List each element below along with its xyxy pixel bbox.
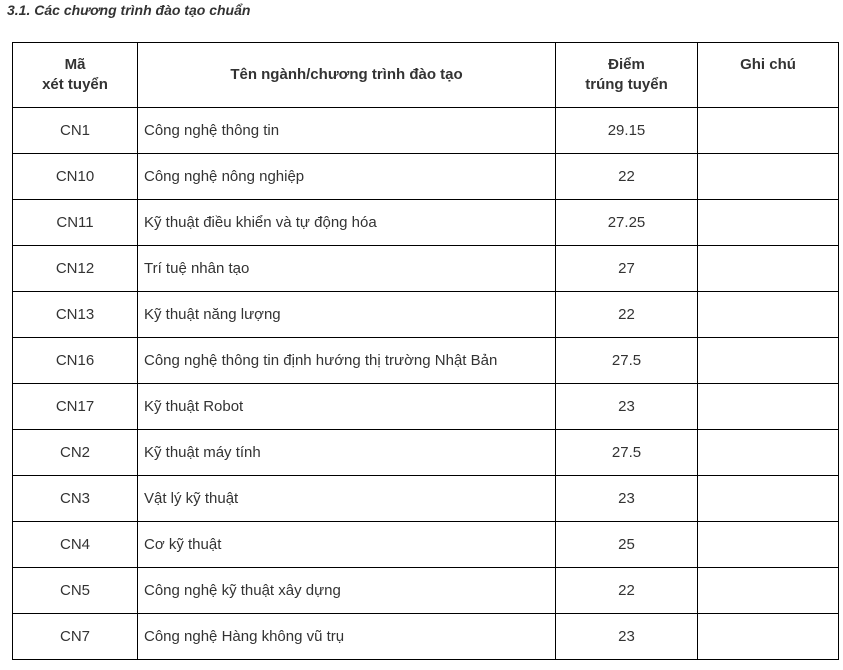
header-note xyxy=(698,43,839,108)
header-row xyxy=(13,43,839,108)
table-row xyxy=(13,384,839,430)
table-row xyxy=(13,154,839,200)
header-code xyxy=(13,43,138,108)
admission-score: 23 xyxy=(556,384,698,430)
program-name: Kỹ thuật máy tính xyxy=(138,430,556,476)
admission-score: 27 xyxy=(556,246,698,292)
section-title: 3.1. Các chương trình đào tạo chuẩn xyxy=(7,2,251,18)
program-code: CN10 xyxy=(13,154,138,200)
admission-score: 27.5 xyxy=(556,338,698,384)
program-code: CN12 xyxy=(13,246,138,292)
program-code: CN13 xyxy=(13,292,138,338)
note-cell xyxy=(698,246,839,292)
note-cell xyxy=(698,338,839,384)
program-name: Công nghệ thông tin xyxy=(138,108,556,154)
table-row xyxy=(13,568,839,614)
note-cell xyxy=(698,614,839,660)
header-note-label: Ghi chú xyxy=(740,56,796,73)
header-score xyxy=(556,43,698,108)
program-code: CN4 xyxy=(13,522,138,568)
program-name: Cơ kỹ thuật xyxy=(138,522,556,568)
table-row xyxy=(13,200,839,246)
note-cell xyxy=(698,154,839,200)
program-name: Kỹ thuật năng lượng xyxy=(138,292,556,338)
note-cell xyxy=(698,476,839,522)
note-cell xyxy=(698,200,839,246)
program-code: CN17 xyxy=(13,384,138,430)
note-cell xyxy=(698,522,839,568)
table-row xyxy=(13,292,839,338)
program-code: CN1 xyxy=(13,108,138,154)
program-code: CN11 xyxy=(13,200,138,246)
table-row xyxy=(13,522,839,568)
admission-score: 23 xyxy=(556,614,698,660)
table-row xyxy=(13,338,839,384)
table-body xyxy=(13,108,839,660)
table-header xyxy=(13,43,839,108)
program-code: CN16 xyxy=(13,338,138,384)
header-score-line2: trúng tuyển xyxy=(585,76,668,93)
note-cell xyxy=(698,568,839,614)
program-name: Kỹ thuật điều khiển và tự động hóa xyxy=(138,200,556,246)
admission-score: 25 xyxy=(556,522,698,568)
admission-score: 22 xyxy=(556,292,698,338)
table-row xyxy=(13,430,839,476)
header-code-line1: Mã xyxy=(64,56,86,73)
program-name: Công nghệ kỹ thuật xây dựng xyxy=(138,568,556,614)
program-code: CN7 xyxy=(13,614,138,660)
note-cell xyxy=(698,430,839,476)
program-code: CN5 xyxy=(13,568,138,614)
admission-score: 29.15 xyxy=(556,108,698,154)
program-code: CN3 xyxy=(13,476,138,522)
table-row xyxy=(13,614,839,660)
table-row xyxy=(13,476,839,522)
program-name: Trí tuệ nhân tạo xyxy=(138,246,556,292)
program-name: Công nghệ nông nghiệp xyxy=(138,154,556,200)
admission-score: 27.25 xyxy=(556,200,698,246)
program-name: Công nghệ Hàng không vũ trụ xyxy=(138,614,556,660)
admission-score: 22 xyxy=(556,154,698,200)
note-cell xyxy=(698,292,839,338)
header-code-line2: xét tuyển xyxy=(42,76,108,93)
header-name xyxy=(138,43,556,108)
program-name: Vật lý kỹ thuật xyxy=(138,476,556,522)
admission-score: 27.5 xyxy=(556,430,698,476)
header-name-label: Tên ngành/chương trình đào tạo xyxy=(230,66,463,83)
note-cell xyxy=(698,108,839,154)
admission-score: 23 xyxy=(556,476,698,522)
program-name: Công nghệ thông tin định hướng thị trường Nhật Bản xyxy=(138,338,556,384)
table-row xyxy=(13,108,839,154)
program-code: CN2 xyxy=(13,430,138,476)
program-name: Kỹ thuật Robot xyxy=(138,384,556,430)
table-row xyxy=(13,246,839,292)
admission-scores-table xyxy=(12,42,839,660)
header-score-line1: Điểm xyxy=(608,56,645,73)
note-cell xyxy=(698,384,839,430)
admission-score: 22 xyxy=(556,568,698,614)
